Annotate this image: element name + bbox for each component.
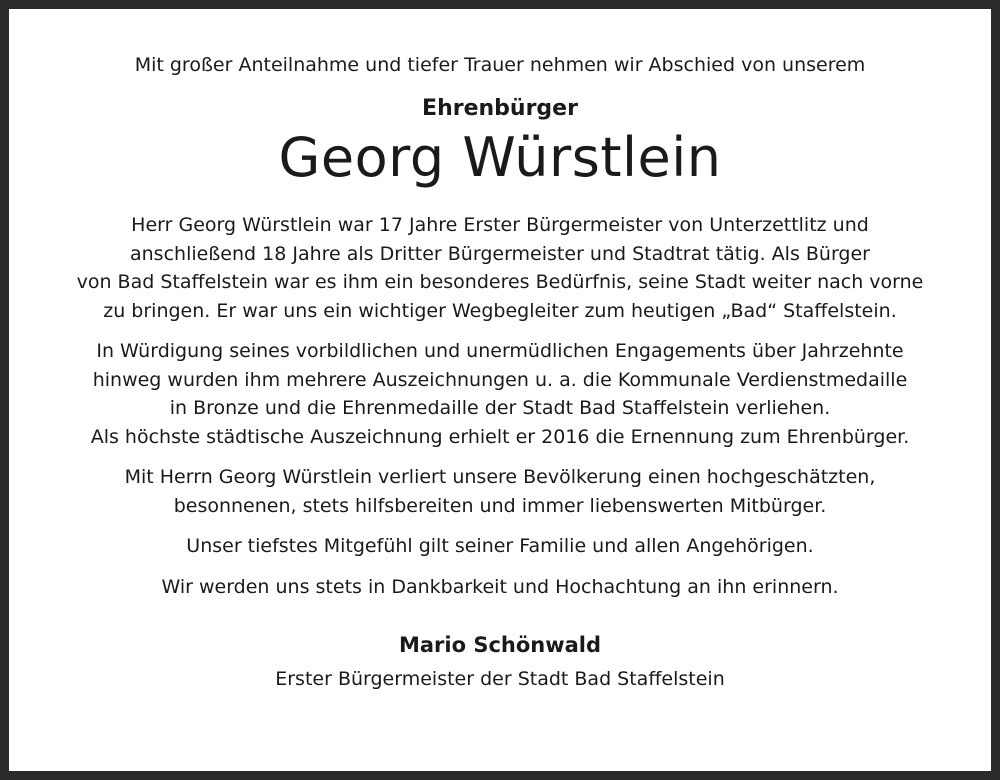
honorary-title: Ehrenbürger bbox=[422, 96, 578, 121]
paragraph-career bbox=[9, 211, 991, 325]
paragraph-loss bbox=[9, 463, 991, 520]
text-line: zu bringen. Er war uns ein wichtiger Wegbegleiter zum heutigen „Bad“ Staffelstein. bbox=[103, 299, 897, 322]
text-line: In Würdigung seines vorbildlichen und unermüdlichen Engagements über Jahrzehnte bbox=[96, 340, 904, 362]
text-line: besonnenen, stets hilfsbereiten und immer liebenswerten Mitbürger. bbox=[173, 494, 827, 517]
signer-role: Erster Bürgermeister der Stadt Bad Staffelstein bbox=[275, 668, 725, 690]
text-line: Als höchste städtische Auszeichnung erhielt er 2016 die Ernennung zum Ehrenbürger. bbox=[90, 425, 910, 448]
text-line: Unser tiefstes Mitgefühl gilt seiner Familie und allen Angehörigen. bbox=[186, 535, 814, 557]
text-line: hinweg wurden ihm mehrere Auszeichnungen u. a. die Kommunale Verdienstmedaille bbox=[92, 368, 908, 391]
text-line: Herr Georg Würstlein war 17 Jahre Erster Bürgermeister von Unterzettlitz und bbox=[131, 214, 869, 236]
intro-text: Mit großer Anteilnahme und tiefer Trauer nehmen wir Abschied von unserem bbox=[134, 54, 866, 76]
obituary-notice bbox=[9, 9, 991, 693]
text-line: anschließend 18 Jahre als Dritter Bürgermeister und Stadtrat tätig. Als Bürger bbox=[130, 242, 870, 265]
paragraph-honors bbox=[9, 337, 991, 451]
signer-name: Mario Schönwald bbox=[398, 633, 602, 657]
paragraph-condolence bbox=[9, 532, 991, 561]
text-line: von Bad Staffelstein war es ihm ein besonderes Bedürfnis, seine Stadt weiter nach vorne bbox=[76, 271, 924, 293]
paragraph-remembrance bbox=[9, 573, 991, 602]
text-line: Wir werden uns stets in Dankbarkeit und Hochachtung an ihn erinnern. bbox=[161, 575, 839, 598]
text-line: Mit Herrn Georg Würstlein verliert unsere Bevölkerung einen hochgeschätzten, bbox=[124, 466, 876, 488]
deceased-name: Georg Würstlein bbox=[278, 126, 722, 189]
text-line: in Bronze und die Ehrenmedaille der Stadt Bad Staffelstein verliehen. bbox=[169, 397, 831, 419]
